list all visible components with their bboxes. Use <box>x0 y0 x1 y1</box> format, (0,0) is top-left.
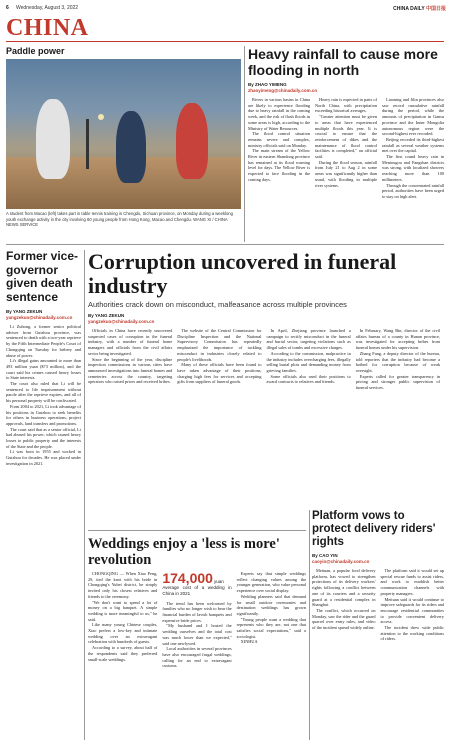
official-body <box>6 324 81 467</box>
paragraph: Meituan said it would continue to improve safeguards for its riders and encourage residential communities to provide convenient delivery access. <box>380 596 444 625</box>
photo-player-right <box>176 103 208 179</box>
paragraph: "My husband and I hosted the wedding ourselves and the total cost was much lower than we expected," said one newlywed. <box>162 623 232 646</box>
paper-name-cn: 中国日报 <box>425 6 446 12</box>
section-banner <box>6 14 444 42</box>
paragraph: Li was born in 1955 and worked in Guizhou for decades. He was placed under investigation in 2021. <box>6 449 81 466</box>
paragraph: Officials in China have recently uncovered suspected cases of corruption in the funeral industry, with a number of funeral home managers and officials from the civil affairs sector being investigated. <box>88 328 173 356</box>
paragraph: Experts say that simple weddings reflect changing values among the younger generation, who value personal experience over social display. <box>236 571 306 594</box>
photo-caption: A student from Macao (left) takes part in table tennis training in Chengdu, Sichuan province, on Monday during a weeklong youth exchange activity in the city involving 60 young people from Hong Kong, Macao and Chengdu. WANG XI / CHINA NEWS SERVICE <box>6 211 233 228</box>
paragraph: Since the beginning of the year, discipline inspection commissions in various cities have announced investigations into funeral homes and cemeteries across the country, targeting operators who raised prices and received bribes. <box>88 356 173 385</box>
weddings-story <box>88 536 306 669</box>
corruption-byline: By YANG ZEKUN <box>88 313 125 318</box>
corruption-email: yangzekun@chinadaily.com.cn <box>88 319 155 324</box>
paragraph: The court said that as a senior official, Li had abused his power, which caused heavy losses to public property and the interests of the State and the people. <box>6 426 81 449</box>
paragraph: The flood control situation remains severe and complex, ministry officials said on Monday. <box>248 131 310 148</box>
paragraph: Beijing recorded its third-highest rainfall as several weather systems met over the capital. <box>382 136 444 154</box>
paragraph: Rivers in various basins in China are likely to experience flooding due to heavy rainfall in the coming week, and the risk of flash floods in some areas is high, according to the Ministry of Water Resources. <box>248 97 310 131</box>
paragraph: The conflict, which occurred on Monday, saw the rider and the guard quarrel over entry rules, and video of the incident spread widely online. <box>312 607 376 631</box>
paragraph: Li's illegal gains amounted to more than 493 million yuan ($73 million), and the court said his crimes caused heavy losses to State interests. <box>6 358 81 381</box>
corruption-headline: Corruption uncovered in funeral industry <box>88 249 397 298</box>
rainfall-col-2 <box>315 97 377 200</box>
official-headline: Former vice-governor given death sentence <box>6 249 79 304</box>
paragraph: "Young people want a wedding that represents who they are, not one that satisfies social expectations," said a sociologist. <box>236 616 306 639</box>
paragraph: The trend has been welcomed by families who no longer wish to bear the financial burden of lavish banquets and expensive bride prices. <box>162 600 232 623</box>
issue-date: Wednesday, August 3, 2022 <box>16 5 79 11</box>
paragraph: In February, Wang Bin, director of the civil affairs bureau of a county in Hunan province, was investigated for accepting bribes from funeral homes under his supervision. <box>355 328 440 351</box>
rainfall-col-1 <box>248 97 310 200</box>
photo-kicker: Paddle power <box>6 46 65 56</box>
paper-name-en: CHINA DAILY <box>393 6 425 12</box>
paragraph: Zhang Fang, a deputy director of the bureau, told reporters that the industry had become a hotbed for corruption because of weak oversight. <box>355 350 440 373</box>
rainfall-headline: Heavy rainfall to cause more flooding in north <box>248 46 438 78</box>
paragraph: Through the concentrated rainfall period, authorities have been urged to stay on high alert. <box>382 182 444 199</box>
rainfall-col-3 <box>382 97 444 200</box>
paragraph: The main stream of the Yellow River in eastern Shandong province has remained at its flood warning level for days. The Yellow River is expected to face flooding in the coming days. <box>248 148 310 182</box>
paragraph: Some officials also used their positions to award contracts to relatives and friends. <box>266 373 351 385</box>
paragraph: The court also ruled that Li will be sentenced to life imprisonment without parole after the reprieve expires, and all of his personal property will be confiscated. <box>6 381 81 404</box>
stat-description: Average cost of a wedding in China in 2021 <box>162 585 232 596</box>
paragraph: Li Zuhong, a former senior political adviser from Guizhou province, was sentenced to death with a two-year reprieve by the Fifth Intermediate People's Court of Chongqing on Tuesday for bribery and abuse of power. <box>6 324 81 358</box>
corruption-col-2 <box>177 328 261 391</box>
paragraph: "Greater attention must be given to areas that have experienced multiple floods this year. It is crucial to ensure that the reinforcement of dikes and the maintenance of flood control facilities is completed," an official said. <box>315 114 377 160</box>
photo-player-center <box>116 111 146 183</box>
weddings-headline: Weddings enjoy a 'less is more' revolution <box>88 536 280 568</box>
corruption-story <box>88 250 440 391</box>
paragraph: XINHUA <box>240 639 258 645</box>
photo-ball <box>98 114 104 120</box>
divider <box>84 250 85 740</box>
divider <box>309 510 310 740</box>
photo-player-left <box>36 99 70 179</box>
section-name: CHINA <box>6 15 89 41</box>
platform-story <box>312 510 444 642</box>
paragraph: Meituan, a popular food delivery platform, has vowed to strengthen protections of its delivery workers' rights following a conflict between one of its couriers and a security guard at a residential complex in Shanghai. <box>312 568 376 608</box>
weddings-col-3 <box>237 571 306 669</box>
platform-col-1 <box>312 568 376 642</box>
official-email: yangzekun@chinadaily.com.cn <box>6 315 73 320</box>
platform-headline: Platform vows to protect delivery riders' rights <box>312 510 436 548</box>
paragraph: In April, Zhejiang province launched a campaign to rectify misconduct in the funeral and burial sector, targeting violations such as illegal sales of tombs and excessive charges. <box>266 328 351 351</box>
paragraph: CHONGQING — When Xiao Peng, 29, tied the knot with his bride in Chongqing's Yubei district, he simply invited only his closest relatives and friends to the ceremony. <box>88 571 158 599</box>
paragraph: "We don't want to spend a lot of money on a big banquet. A simple wedding is more meaningful to us," he said. <box>88 599 158 622</box>
wedding-stat <box>162 571 231 597</box>
stat-unit: yuan <box>214 579 224 584</box>
rainfall-story <box>248 46 444 200</box>
paragraph: From 2004 to 2021, Li took advantage of his positions in Guizhou to seek benefits for others in business operations, project approvals, land transfers and promotions. <box>6 403 81 426</box>
paragraph: Liaoning and Jilin provinces also saw record cumulative rainfall during the period, while the amounts of precipitation in Gansu province and the Inner Mongolia autonomous region were the second-highest ever recorded. <box>382 97 444 137</box>
corruption-subhead: Authorities crack down on misconduct, malfeasance across multiple provinces <box>88 300 347 309</box>
paragraph: Heavy rain is expected in parts of North China, with precipitation exceeding historical averages. <box>315 97 377 114</box>
paragraph: The website of the Central Commission for Discipline Inspection and the National Supervisory Commission has repeatedly emphasized the importance of tackling misconduct in industries closely related to people's livelihoods. <box>177 328 262 362</box>
page-number: 6 <box>6 5 9 11</box>
corruption-col-4 <box>356 328 440 391</box>
paragraph: Wedding planners said that demand for small outdoor ceremonies and destination weddings has grown significantly. <box>236 593 306 616</box>
paragraph: The first round heavy rain in Mentougou and Fangshan districts was strong, with localized showers reaching more than 100 millimeters. <box>382 154 444 182</box>
news-photo <box>6 59 241 209</box>
paragraph: Like many young Chinese couples, Xiao prefers a low-key and intimate wedding over an extravagant celebration with hundreds of guests. <box>88 622 158 645</box>
platform-email: caoyin@chinadaily.com.cn <box>312 559 370 564</box>
official-story <box>6 250 81 467</box>
paragraph: During the flood season, rainfall from July 21 to Aug 2 in some areas was significantly higher than usual, with flooding in multiple river systems. <box>315 159 377 188</box>
paper-name <box>393 5 446 12</box>
weddings-col-2 <box>162 571 231 669</box>
weddings-col-1 <box>88 571 157 669</box>
stat-number: 174,000 <box>162 570 213 586</box>
official-byline: By YANG ZEKUN <box>6 309 43 314</box>
divider <box>88 530 306 531</box>
paragraph: The platform said it would set up special rescue funds to assist riders, and work to establish better communication channels with property managers. <box>380 568 444 596</box>
paragraph: Many of these officials have been found to have taken advantage of their positions, charging high fees for services and accepting gifts from suppliers of funeral goods. <box>177 362 262 385</box>
platform-col-2 <box>381 568 445 642</box>
rainfall-email: zhaoyimeng@chinadaily.com.cn <box>248 88 318 93</box>
paragraph: Experts called for greater transparency in pricing and stronger public supervision of funeral services. <box>355 373 440 391</box>
corruption-col-1 <box>88 328 172 391</box>
paragraph: According to the commission, malpractice in the industry includes overcharging fees, illegally selling burial plots and demanding money from grieving families. <box>266 350 351 373</box>
divider <box>244 46 245 242</box>
platform-byline: By CAO YIN <box>312 553 338 558</box>
paragraph: Local authorities in several provinces have also encouraged frugal weddings, calling for an end to extravagant customs. <box>162 646 232 669</box>
photo-story <box>6 46 241 228</box>
rainfall-byline: By ZHAO YIMENG <box>248 82 287 87</box>
divider <box>6 244 444 245</box>
paragraph: The incident drew wide public attention to the working conditions of riders. <box>380 625 444 642</box>
photo-net <box>86 119 89 169</box>
paragraph: According to a survey, about half of the respondents said they preferred small-scale weddings. <box>88 645 158 662</box>
corruption-col-3 <box>267 328 351 391</box>
